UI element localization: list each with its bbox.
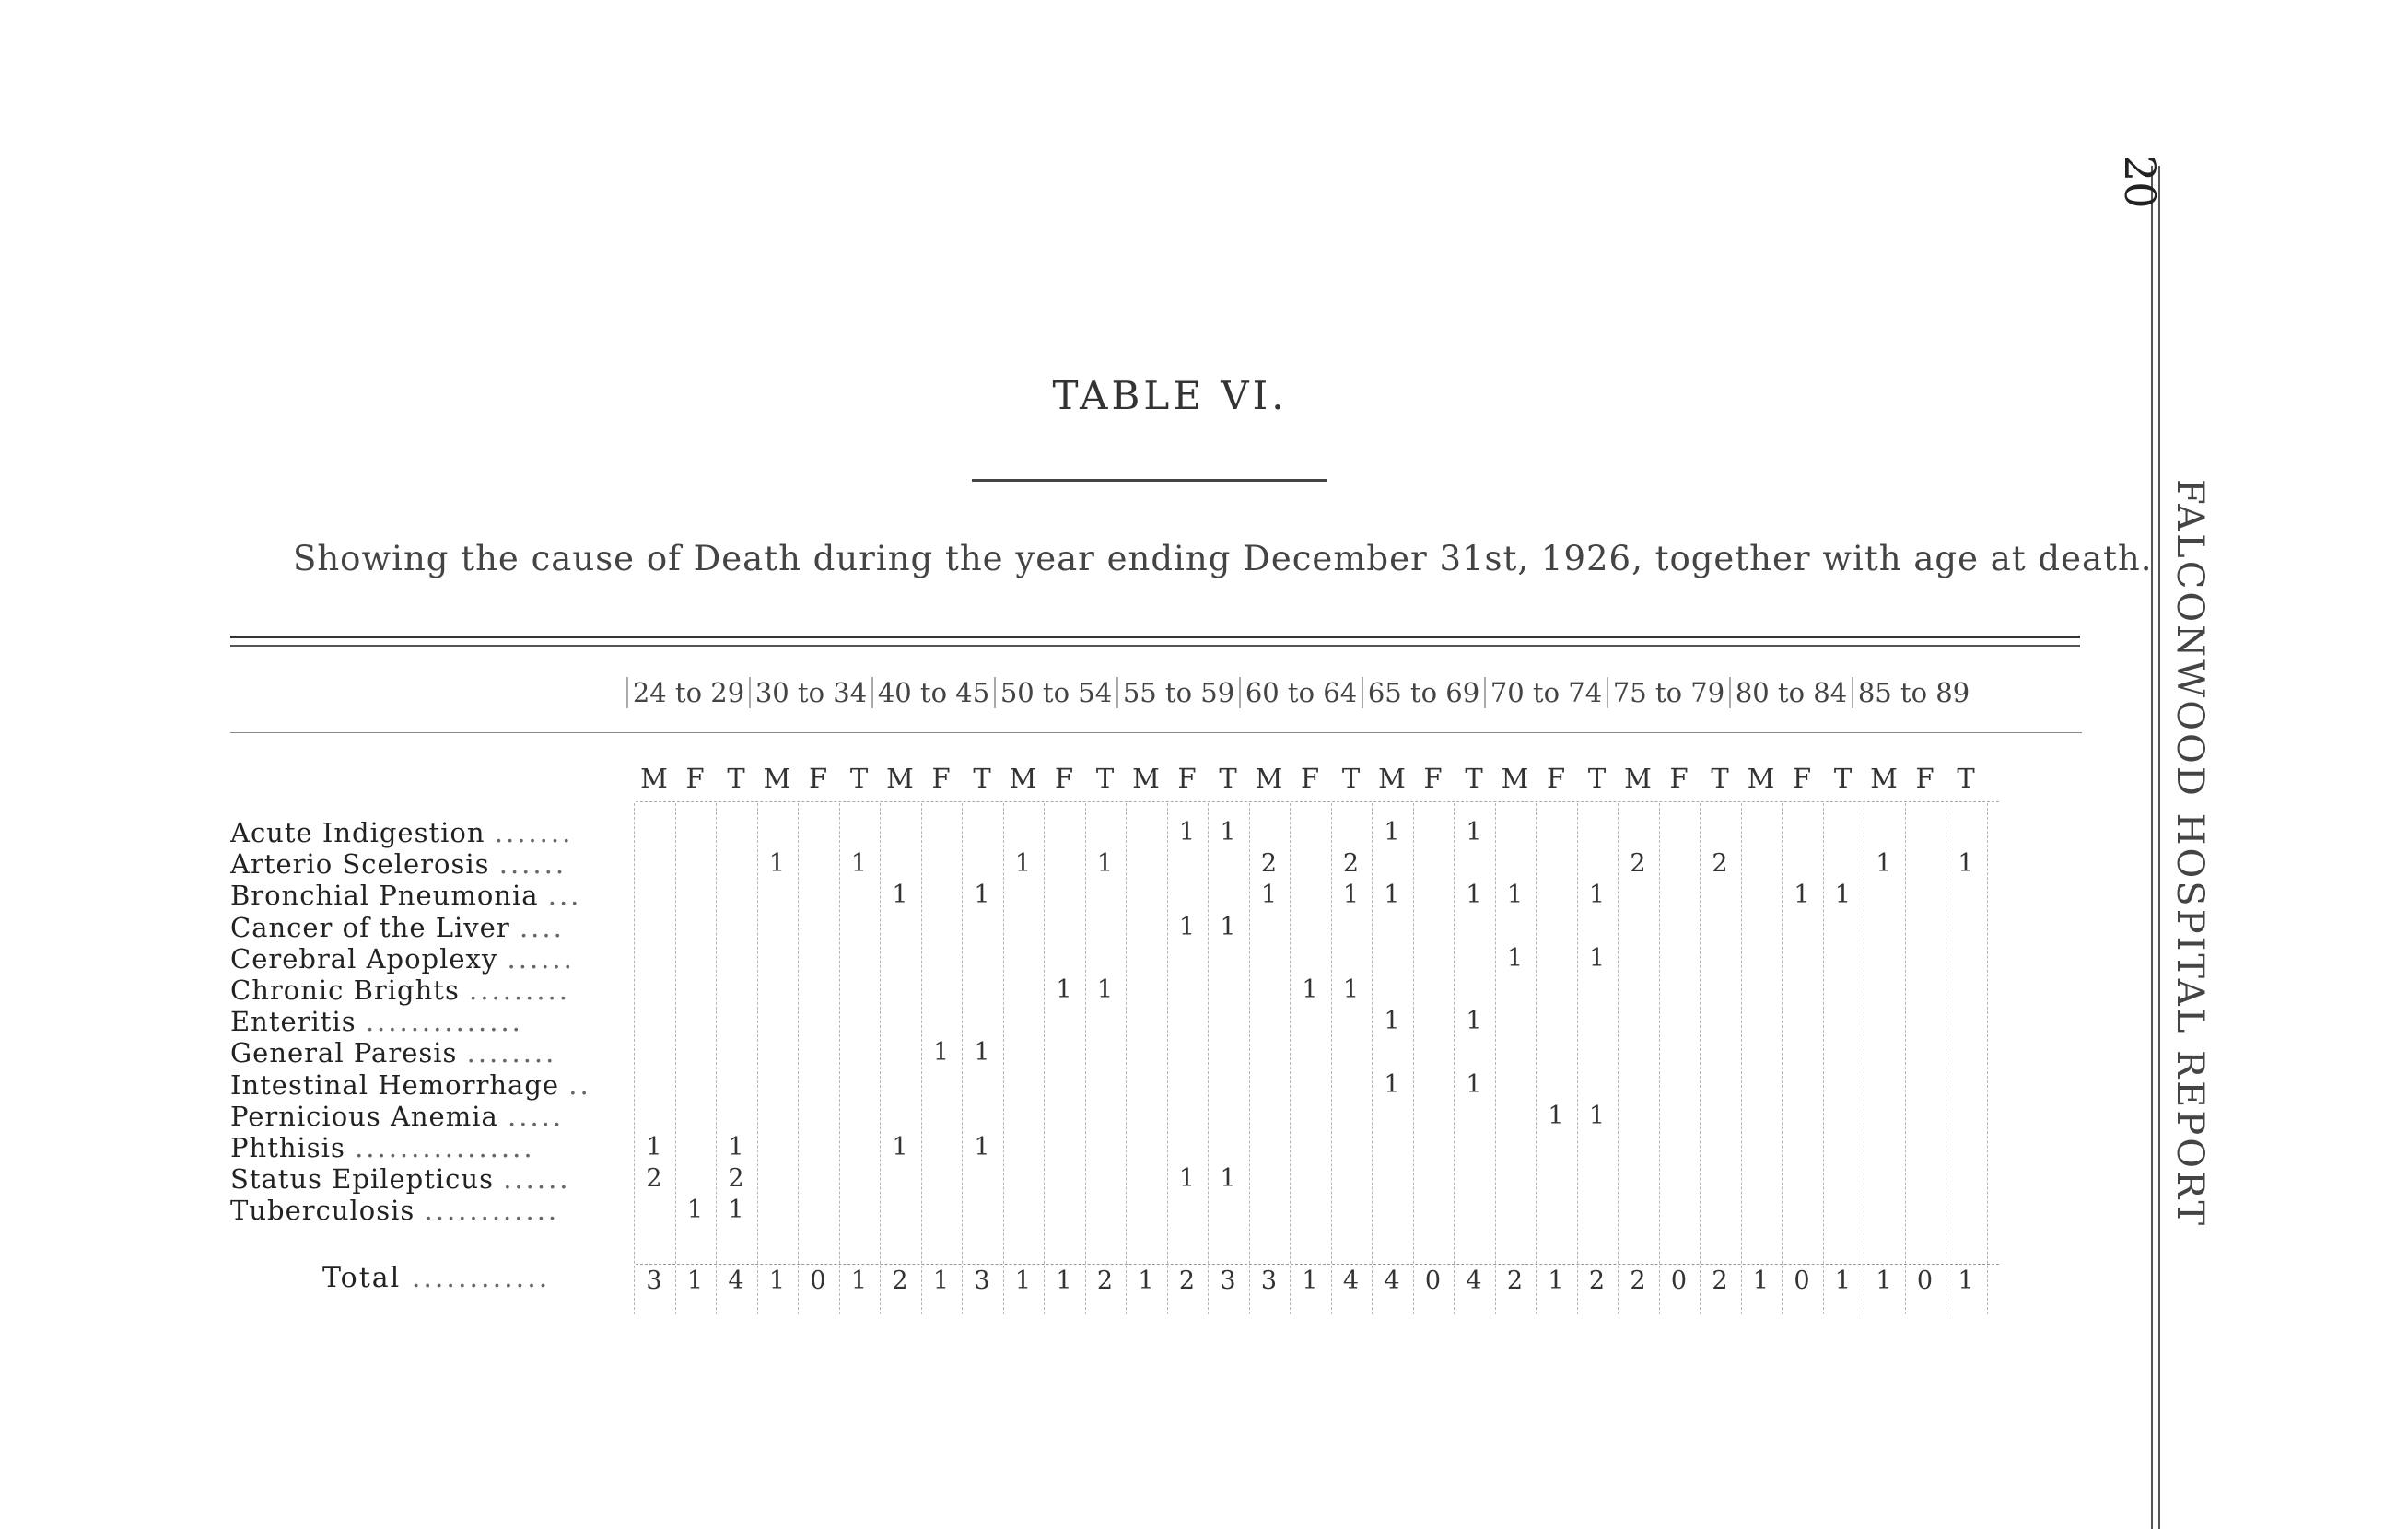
cause-name: Enteritis — [230, 1006, 366, 1038]
cause-row-label — [230, 817, 636, 848]
total-cell: 1 — [1548, 1266, 1564, 1295]
total-cell: 2 — [1588, 1266, 1606, 1295]
leader-dots: ..... — [508, 1100, 565, 1132]
leader-dots: ........ — [466, 1037, 557, 1069]
cause-row-label — [230, 912, 636, 943]
table-cell: 1 — [1096, 975, 1114, 1004]
table-cell: 1 — [974, 881, 990, 910]
cause-name: Chronic Brights — [230, 974, 470, 1006]
total-cell: 1 — [768, 1266, 786, 1295]
column-rule — [798, 803, 799, 1314]
table-cell: 1 — [1220, 912, 1236, 941]
table-cell: 1 — [1220, 818, 1236, 846]
sex-column-label: M — [1378, 763, 1406, 794]
leader-dots: .... — [519, 911, 565, 943]
age-group-label: 55 to 59 — [1116, 677, 1239, 708]
cause-row-label — [230, 975, 636, 1006]
total-label-text: Total — [322, 1262, 402, 1294]
total-cell: 1 — [932, 1266, 950, 1295]
age-group-label: 24 to 29 — [626, 677, 749, 708]
table-cell: 2 — [1342, 849, 1360, 879]
cause-row-label — [230, 1037, 636, 1068]
cause-name: Phthisis — [230, 1131, 356, 1163]
leader-dots: ...... — [498, 848, 567, 881]
total-cell: 0 — [810, 1266, 826, 1295]
table-cell: 1 — [974, 1133, 990, 1161]
cause-name: Tuberculosis — [230, 1195, 425, 1227]
cause-row-label — [230, 1132, 636, 1163]
table-cell: 1 — [850, 849, 868, 879]
sex-column-label: T — [1219, 763, 1237, 794]
table-cell: 1 — [1056, 975, 1072, 1004]
total-cell: 2 — [1178, 1266, 1196, 1295]
column-rule — [880, 803, 881, 1314]
sex-column-label: F — [931, 763, 951, 794]
subheader-divider — [636, 801, 1999, 802]
column-rule — [1905, 803, 1906, 1314]
column-rule — [1782, 803, 1783, 1314]
total-cell: 4 — [1342, 1266, 1360, 1295]
table-cell: 1 — [1588, 1101, 1606, 1130]
table-cell: 1 — [1014, 849, 1032, 879]
leader-dots: ...... — [507, 942, 575, 975]
sex-column-label: F — [1915, 763, 1935, 794]
age-group-label: 40 to 45 — [871, 677, 994, 708]
cause-name: Cerebral Apoplexy — [230, 942, 508, 975]
table-cell: 1 — [1466, 1007, 1482, 1036]
total-cell: 4 — [1384, 1266, 1400, 1295]
total-cell: 0 — [1916, 1266, 1934, 1295]
total-cell: 1 — [1302, 1266, 1318, 1295]
total-cell: 1 — [1056, 1266, 1072, 1295]
table-cell: 1 — [1342, 881, 1360, 910]
total-cell: 3 — [646, 1266, 662, 1295]
column-rule — [1290, 803, 1291, 1314]
table-top-rule — [230, 636, 2080, 638]
column-rule — [1372, 803, 1373, 1314]
table-cell: 1 — [1096, 849, 1114, 879]
column-rule — [1700, 803, 1701, 1314]
table-cell: 1 — [1588, 881, 1606, 910]
total-cell: 2 — [892, 1266, 908, 1295]
table-cell: 1 — [1384, 881, 1400, 910]
table-cell: 1 — [974, 1038, 990, 1068]
leader-dots: ......... — [469, 974, 571, 1006]
table-cell: 1 — [1384, 1069, 1400, 1099]
total-cell: 4 — [728, 1266, 744, 1295]
table-cell: 1 — [892, 1133, 908, 1161]
age-group-label: 75 to 79 — [1607, 677, 1729, 708]
leader-dots: ....... — [494, 817, 574, 848]
table-cell: 1 — [1384, 1007, 1400, 1036]
table-cell: 2 — [646, 1164, 662, 1194]
cause-row-label — [230, 1195, 636, 1226]
table-cell: 1 — [1548, 1101, 1564, 1130]
column-rule — [1085, 803, 1086, 1314]
cause-name: Intestinal Hemorrhage — [230, 1068, 569, 1101]
table-cell: 1 — [1506, 943, 1524, 973]
cause-name: Acute Indigestion — [230, 817, 495, 848]
margin-rule-inner — [2158, 166, 2160, 1529]
cause-row-label — [230, 1006, 636, 1037]
total-cell: 3 — [1220, 1266, 1236, 1295]
table-cell: 1 — [1178, 912, 1196, 941]
column-rule — [1167, 803, 1168, 1314]
table-cell: 1 — [1466, 881, 1482, 910]
column-rule — [1987, 803, 1988, 1314]
cause-name: Pernicious Anemia — [230, 1100, 508, 1132]
total-cell: 4 — [1466, 1266, 1482, 1295]
cause-row-label — [230, 1069, 636, 1101]
leader-dots: ............ — [424, 1195, 560, 1227]
column-rule — [757, 803, 758, 1314]
total-cell: 1 — [1876, 1266, 1892, 1295]
age-group-label: 70 to 74 — [1484, 677, 1607, 708]
sex-column-label: T — [849, 763, 869, 794]
column-rule — [1413, 803, 1414, 1314]
table-cell: 1 — [1302, 975, 1318, 1004]
cause-row-label — [230, 880, 636, 911]
sex-column-label: T — [1465, 763, 1483, 794]
sex-column-label: T — [1711, 763, 1729, 794]
total-cell: 0 — [1794, 1266, 1810, 1295]
sex-column-label: M — [1009, 763, 1037, 794]
sex-column-label: T — [1095, 763, 1115, 794]
table-cell: 1 — [1220, 1164, 1236, 1194]
table-cell: 1 — [892, 881, 908, 910]
leader-dots: .. — [568, 1068, 591, 1101]
sex-column-label: M — [1132, 763, 1160, 794]
sex-column-label: M — [886, 763, 914, 794]
table-cell: 1 — [1958, 849, 1974, 879]
column-rule — [675, 803, 676, 1314]
sex-column-label: T — [973, 763, 991, 794]
sex-column-label: F — [685, 763, 705, 794]
total-cell: 1 — [1834, 1266, 1852, 1295]
sex-column-label: M — [763, 763, 791, 794]
sex-column-label: F — [1300, 763, 1320, 794]
column-rule — [1044, 803, 1045, 1314]
age-group-header — [626, 677, 1981, 708]
table-cell: 1 — [1342, 975, 1360, 1004]
leader-dots: ... — [547, 880, 582, 912]
age-group-label: 60 to 64 — [1239, 677, 1362, 708]
title-rule — [972, 479, 1327, 482]
sex-column-label: T — [1957, 763, 1975, 794]
table-cell: 1 — [1834, 881, 1852, 910]
sex-column-label: M — [1870, 763, 1898, 794]
sex-column-label: F — [1669, 763, 1689, 794]
column-rule — [839, 803, 840, 1314]
table-top-rule-thin — [230, 645, 2080, 647]
sex-column-label: F — [1792, 763, 1812, 794]
cause-row-label — [230, 943, 636, 975]
sex-column-label: T — [727, 763, 745, 794]
column-rule — [1536, 803, 1537, 1314]
total-cell: 2 — [1506, 1266, 1524, 1295]
sex-column-label: M — [1747, 763, 1775, 794]
table-title: TABLE VI. — [1052, 373, 1288, 418]
cause-name: Bronchial Pneumonia — [230, 880, 548, 912]
header-divider — [230, 732, 2082, 733]
sex-column-label: F — [1054, 763, 1074, 794]
sex-column-label: F — [808, 763, 828, 794]
total-cell: 0 — [1670, 1266, 1688, 1295]
total-cell: 2 — [1096, 1266, 1114, 1295]
cause-row-label — [230, 1163, 636, 1195]
age-group-label: 85 to 89 — [1852, 677, 1974, 708]
total-cell: 2 — [1712, 1266, 1728, 1295]
table-cell: 1 — [728, 1133, 744, 1161]
page-number: 20 — [2115, 155, 2165, 209]
cause-row-label — [230, 1101, 636, 1132]
leader-dots: ...... — [503, 1163, 571, 1196]
margin-rule — [2151, 166, 2153, 1529]
column-rule — [1495, 803, 1496, 1314]
cause-name: General Paresis — [230, 1037, 467, 1069]
cause-row-label — [230, 848, 636, 880]
table-cell: 1 — [1588, 943, 1606, 973]
column-rule — [1823, 803, 1824, 1314]
table-cell: 1 — [932, 1038, 950, 1068]
column-rule — [1741, 803, 1742, 1314]
sex-column-label: T — [1833, 763, 1853, 794]
table-cell: 1 — [728, 1196, 744, 1225]
total-cell: 1 — [686, 1266, 704, 1295]
total-divider — [636, 1264, 1999, 1265]
sex-column-label: F — [1423, 763, 1443, 794]
age-group-label: 65 to 69 — [1362, 677, 1484, 708]
column-rule — [716, 803, 717, 1314]
leader-dots: .............. — [365, 1006, 523, 1038]
sex-column-label: F — [1177, 763, 1197, 794]
total-cell: 1 — [850, 1266, 868, 1295]
sex-column-label: M — [1501, 763, 1529, 794]
sex-column-label: T — [1587, 763, 1607, 794]
column-rule — [1126, 803, 1127, 1314]
column-rule — [1659, 803, 1660, 1314]
sex-subheader-row — [636, 763, 1999, 796]
sex-column-label: M — [1624, 763, 1652, 794]
sex-column-label: M — [640, 763, 668, 794]
leader-dots: ................ — [355, 1131, 535, 1163]
column-rule — [1208, 803, 1209, 1314]
total-cell: 3 — [974, 1266, 990, 1295]
table-cell: 2 — [1630, 849, 1646, 879]
age-group-label: 80 to 84 — [1729, 677, 1852, 708]
total-cell: 3 — [1260, 1266, 1278, 1295]
total-cell: 0 — [1424, 1266, 1442, 1295]
table-cell: 1 — [768, 849, 786, 879]
table-cell: 2 — [1712, 849, 1728, 879]
table-cell: 1 — [1466, 818, 1482, 846]
table-cell: 1 — [1794, 881, 1810, 910]
column-rule — [1454, 803, 1455, 1314]
total-leader-dots: ............ — [411, 1262, 551, 1294]
table-cell: 1 — [1178, 818, 1196, 846]
running-head: FALCONWOOD HOSPITAL REPORT — [2168, 479, 2211, 1229]
table-cell: 1 — [1260, 881, 1278, 910]
cause-labels — [230, 817, 636, 1226]
column-rule — [921, 803, 922, 1314]
cause-name: Status Epilepticus — [230, 1163, 504, 1196]
age-group-label: 30 to 34 — [749, 677, 871, 708]
table-cell: 1 — [1384, 818, 1400, 846]
table-subtitle: Showing the cause of Death during the year ending December 31st, 1926, together with age at death. — [293, 539, 2153, 578]
column-rule — [1577, 803, 1578, 1314]
column-rule — [1331, 803, 1332, 1314]
table-cell: 1 — [686, 1196, 704, 1225]
sex-column-label: F — [1546, 763, 1566, 794]
table-cell: 2 — [1260, 849, 1278, 879]
column-rule — [1003, 803, 1004, 1314]
total-cell: 1 — [1752, 1266, 1770, 1295]
column-rule — [1249, 803, 1250, 1314]
cause-name: Arterio Scelerosis — [230, 848, 499, 881]
sex-column-label: T — [1341, 763, 1361, 794]
table-cell: 1 — [1178, 1164, 1196, 1194]
table-cell: 1 — [646, 1133, 662, 1161]
total-cell: 1 — [1138, 1266, 1154, 1295]
table-cell: 2 — [728, 1164, 744, 1194]
total-cell: 2 — [1630, 1266, 1646, 1295]
column-rule — [1618, 803, 1619, 1314]
age-group-label: 50 to 54 — [994, 677, 1116, 708]
total-cell: 1 — [1014, 1266, 1032, 1295]
cause-name: Cancer of the Liver — [230, 911, 520, 943]
table-cell: 1 — [1466, 1069, 1482, 1099]
table-cell: 1 — [1876, 849, 1892, 879]
total-cell: 1 — [1958, 1266, 1974, 1295]
total-row-label — [322, 1262, 550, 1294]
column-rule — [962, 803, 963, 1314]
sex-column-label: M — [1255, 763, 1283, 794]
table-cell: 1 — [1506, 881, 1524, 910]
